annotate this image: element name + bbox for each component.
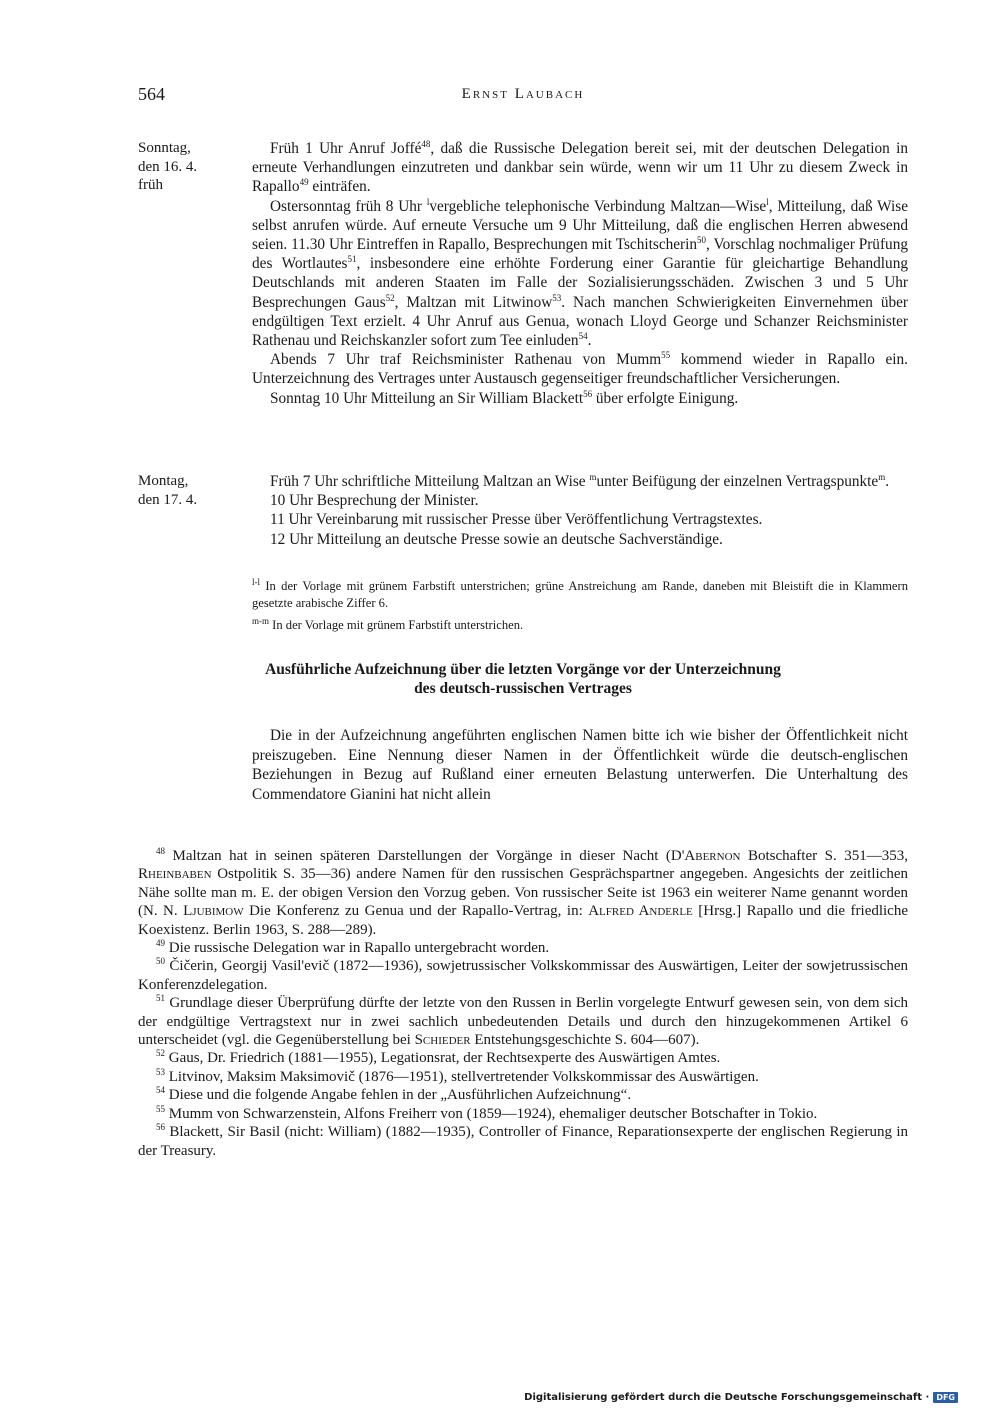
- page-header: [138, 84, 908, 110]
- footnote-55: $^{55}$ Mumm von Schwarzenstein, Alfons Freiherr von (1859—1924), ehemaliger deutscher Botschafter in Tokio.: [156, 1103, 818, 1122]
- entry-line: 10 Uhr Besprechung der Minister.: [270, 492, 479, 510]
- section-title: Ausführliche Aufzeichnung über die letzten Vorgänge vor der Unterzeichnung des deutsch-russischen Vertrages: [265, 661, 781, 697]
- dfg-logo-icon: DFG: [933, 1392, 958, 1403]
- text-note: $^{l-l}$ In der Vorlage mit grünem Farbstift unterstrichen; grüne Anstreichung am Rande, daneben mit Bleistift die in Klammern gesetzte arabische Ziffer 6.: [252, 576, 908, 610]
- text-critical-notes: [252, 578, 908, 640]
- entry-body-monday: [252, 472, 908, 549]
- entry-paragraph: Früh 1 Uhr Anruf Joffé$^{48}$, daß die Russische Delegation bereit sei, mit der deutschen Delegation in erneute Verhandlungen einzutreten und dankbar sein würde, wenn wir um 11 Uhr zu diesem Zweck in Rapallo$^{49}$ einträfen.: [252, 138, 908, 196]
- entry-date-monday: Montag, den 17. 4.: [138, 473, 198, 508]
- footnote-49: $^{49}$ Die russische Delegation war in Rapallo untergebracht worden.: [156, 938, 550, 957]
- diary-entry-sunday: [138, 139, 908, 408]
- entry-paragraph: Ostersonntag früh 8 Uhr $^l$vergebliche telephonische Verbindung Maltzan—Wise$^l$, Mitteilung, daß Wise selbst anrufen würde. Auf erneute Versuche um 9 Uhr Mitteilung, daß die englischen Herren abwesend seien. 11.30 Uhr Eintreffen in Rapallo, Besprechungen mit Tschitscherin$^{50}$, Vorschlag nochmaliger Prüfung des Wortlautes$^{51}$, insbesondere eine erhöhte Forderung einer Garantie für gleichartige Behandlung Deutschlands mit anderen Staaten im Falle der Sozialisierungsschäden. Zwischen 3 und 5 Uhr Besprechungen Gaus$^{52}$, Maltzan mit Litwinow$^{53}$. Nach manchen Schwierigkeiten Einvernehmen über endgültigen Text erzielt. 4 Uhr Anruf aus Genua, wonach Lloyd George und Schanzer Reichsminister Rathenau und Reichskanzler sofort zum Tee einluden$^{54}$.: [252, 196, 908, 350]
- digitization-credit: [524, 1392, 958, 1403]
- section-paragraph: Die in der Aufzeichnung angeführten englischen Namen bitte ich wie bisher der Öffentlichkeit nicht preiszugeben. Eine Nennung dieser Namen in der Öffentlichkeit würde die deutsch-englischen Beziehungen in Bezug auf Rußland einer erneuten Belastung unterwerfen. Die Unterhaltung des Commendatore Gianini hat nicht allein: [252, 727, 908, 803]
- footnote-53: $^{53}$ Litvinov, Maksim Maksimovič (1876—1951), stellvertretender Volkskommissar des Auswärtigen.: [156, 1066, 759, 1085]
- text-note: $^{m-m}$ In der Vorlage mit grünem Farbstift unterstrichen.: [252, 615, 524, 632]
- diary-entry-monday: [138, 472, 908, 549]
- entry-paragraph: Früh 7 Uhr schriftliche Mitteilung Maltzan an Wise $^m$unter Beifügung der einzelnen Vertragspunkte$^m$.: [270, 471, 890, 490]
- credit-text: Digitalisierung gefördert durch die Deutsche Forschungsgemeinschaft ·: [524, 1392, 930, 1403]
- page-number: 564: [138, 84, 165, 104]
- footnote-56: $^{56}$ Blackett, Sir Basil (nicht: William) (1882—1935), Controller of Finance, Reparationsexperte der englischen Regierung in der Treasury.: [138, 1122, 908, 1159]
- entry-date-sunday: Sonntag, den 16. 4. früh: [138, 140, 198, 194]
- entry-paragraph: Abends 7 Uhr traf Reichsminister Rathenau von Mumm$^{55}$ kommend wieder in Rapallo ein. Unterzeichnung des Vertrages unter Austausch gegenseitiger freundschaftlicher Versicherungen.: [252, 350, 908, 388]
- footnote-52: $^{52}$ Gaus, Dr. Friedrich (1881—1955), Legationsrat, der Rechtsexperte des Auswärtigen Amtes.: [156, 1048, 721, 1067]
- running-title: Ernst Laubach: [461, 86, 585, 102]
- footnote-48: $^{48}$ Maltzan hat in seinen späteren Darstellungen der Vorgänge in dieser Nacht (D'Abernon Botschafter S. 351—353, Rheinbaben Ostpolitik S. 35—36) andere Namen für den russischen Gesprächspartner angegeben. Angesichts der zeitlichen Nähe sollte man m. E. der obigen Version den Vorzug geben. Von russischer Seite ist 1963 ein weiterer Name genannt worden (N. N. Ljubimow Die Konferenz zu Genua und der Rapallo-Vertrag, in: Alfred Anderle [Hrsg.] Rapallo und die friedliche Koexistenz. Berlin 1963, S. 288—289).: [138, 846, 909, 938]
- footnote-54: $^{54}$ Diese und die folgende Angabe fehlen in der „Ausführlichen Aufzeichnung“.: [156, 1085, 632, 1104]
- entry-body-sunday: [252, 139, 908, 408]
- footnotes: [138, 847, 908, 1160]
- entry-line: 12 Uhr Mitteilung an deutsche Presse sowie an deutsche Sachverständige.: [270, 530, 723, 548]
- entry-paragraph: Sonntag 10 Uhr Mitteilung an Sir William Blackett$^{56}$ über erfolgte Einigung.: [270, 388, 739, 407]
- entry-line: 11 Uhr Vereinbarung mit russischer Presse über Veröffentlichung Vertragstextes.: [270, 511, 763, 529]
- footnote-51: $^{51}$ Grundlage dieser Überprüfung dürfte der letzte von den Russen in Berlin vorgelegte Entwurf gewesen sein, von dem sich der endgültige Vertragstext nur in zwei sachlich unbedeutenden Details und durch den hinzugekommenen Artikel 6 unterscheidet (vgl. die Gegenüberstellung bei Schieder Entstehungsgeschichte S. 604—607).: [138, 993, 908, 1049]
- footnote-50: $^{50}$ Čičerin, Georgij Vasil'evič (1872—1936), sowjetrussischer Volkskommissar des Auswärtigen, Leiter der sowjetrussischen Konferenzdelegation.: [138, 956, 908, 993]
